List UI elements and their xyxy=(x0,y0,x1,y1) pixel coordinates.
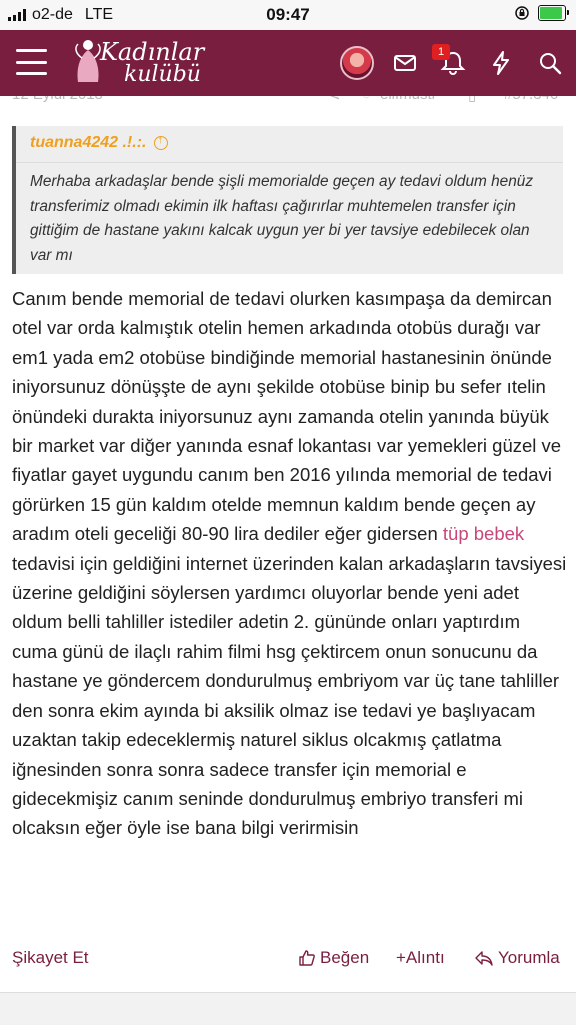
arrow-up-circle-icon[interactable] xyxy=(154,136,168,150)
search-icon[interactable] xyxy=(537,50,563,76)
quote-block xyxy=(12,126,563,274)
post-text-part1: Canım bende memorial de tedavi olurken kasımpaşa da demircan otel var orda kalmıştık otelin hemen arkadında otobüs durağı var em1 yada em2 otobüse bindiğinde memorial hastanesinin önünde iniyorsunuz dönüşşte de aynı şekilde otobüse binip bu sefer ıtelin önündeki durakta iniyorsunuz aynı zamanda otelin yanında büyük bir market var diğer yanında esnaf lokantası var yemekleri güzel ve fiyatlar gayet uygundu canım ben 2016 yılında memorial de tedavi görürken 15 gün kaldım otelde memnun kaldım bende geçen ay aradım oteli geceliği 80-90 lira dediler eğer gidersen xyxy=(12,288,562,545)
carrier-name: o2-de xyxy=(32,6,73,23)
mail-icon[interactable] xyxy=(392,50,418,76)
network-type: LTE xyxy=(84,6,114,23)
reply-arrow-icon xyxy=(474,949,494,967)
thumbs-up-icon xyxy=(298,949,316,967)
logo-text-line2: kulübü xyxy=(124,62,201,87)
report-label: Şikayet Et xyxy=(12,948,89,967)
bolt-icon[interactable] xyxy=(488,50,514,76)
status-right xyxy=(514,5,566,21)
app-header xyxy=(0,30,576,96)
bottom-bar xyxy=(0,992,576,1025)
quote-divider xyxy=(16,162,563,163)
menu-icon[interactable] xyxy=(16,49,47,75)
quote-label: +Alıntı xyxy=(396,948,445,967)
post-text-part2: tedavisi için geldiğini internet üzerinden kalan arkadaşların tavsiyesi üzerine geldiğini söylersen yardımcı oluyorlar bende yeni adet oldum belli tahliller istediler adetin 2. gününde onları yaptırdım cuma günü de ilaçlı rahim filmi hsg çektircem onun sonucunu da hastane ye göndercem dondurulmuş embriyom var üç tane tahliller den sonra ekim ayında bi aksilik olmaz ise tedavi ye başlıyacam uzaktan takip edeceklermiş naturel siklus olcakmış çatlatma iğnesinden sonra sonra sadece transfer için memorial e gidecekmişiz canım seninde dondurulmuş embriyo transferi mi olcaksın eğer öyle ise bana bilgi verirmisin xyxy=(12,552,567,839)
notification-badge: 1 xyxy=(432,44,450,60)
reply-button[interactable] xyxy=(474,948,560,968)
quote-button[interactable] xyxy=(396,948,445,968)
post-body xyxy=(12,284,568,843)
logo-text-line1: Kadınlar xyxy=(100,38,205,66)
battery-icon xyxy=(538,5,566,21)
tup-bebek-link[interactable]: tüp bebek xyxy=(442,523,525,545)
site-logo[interactable] xyxy=(72,36,212,92)
quote-author[interactable] xyxy=(30,134,168,152)
like-label: Beğen xyxy=(320,948,370,967)
post-actions xyxy=(0,944,576,972)
clock: 09:47 xyxy=(266,5,310,24)
status-bar xyxy=(0,0,576,30)
orientation-lock-icon xyxy=(514,5,530,21)
quote-author-name[interactable]: tuanna4242 .!.:. xyxy=(30,134,147,151)
avatar[interactable] xyxy=(340,46,374,80)
like-button[interactable] xyxy=(298,948,369,968)
report-button[interactable] xyxy=(12,948,89,968)
quote-text: Merhaba arkadaşlar bende şişli memorialde geçen ay tedavi oldum henüz transferimiz olmadı ekimin ilk haftası çağırırlar muhtemelen transfer için gittiğim de hastane yakını kalcak uygun yer bi yer tavsiye edebilecek olan var mı xyxy=(30,173,534,264)
reply-label: Yorumla xyxy=(498,948,560,967)
